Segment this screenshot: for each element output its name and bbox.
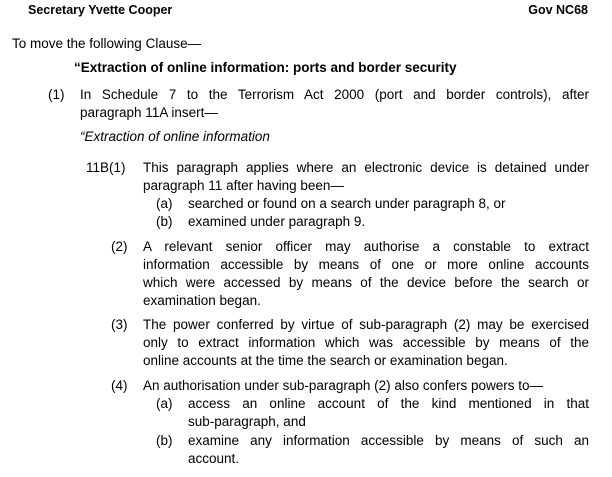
clause-title: “Extraction of online information: ports and border security	[74, 60, 457, 75]
paragraph-4-a-line-1: access an online account of the kind mentioned in that	[188, 396, 589, 411]
paragraph-4-number: (4)	[111, 378, 128, 393]
paragraph-11b-1-a-text: searched or found on a search under paragraph 8, or	[188, 196, 506, 211]
paragraph-11b-1-line-1: This paragraph applies where an electronic device is detained under	[143, 160, 589, 175]
paragraph-4-b-number: (b)	[156, 433, 173, 448]
subsection-1-line-2: paragraph 11A insert—	[80, 105, 218, 120]
paragraph-2-line-4: examination began.	[143, 293, 261, 308]
paragraph-3-line-1: The power conferred by virtue of sub-paragraph (2) may be exercised	[143, 317, 589, 332]
subsection-1-number: (1)	[48, 87, 65, 102]
paragraph-11b-1-b-text: examined under paragraph 9.	[188, 214, 366, 229]
paragraph-2-line-1: A relevant senior officer may authorise a constable to extract	[143, 239, 589, 254]
paragraph-4-b-line-2: account.	[188, 451, 240, 466]
paragraph-2-number: (2)	[111, 239, 128, 254]
paragraph-11b-1-line-2: paragraph 11 after having been—	[143, 178, 344, 193]
paragraph-3-line-2: only to extract information which was accessible by means of the	[143, 335, 589, 350]
paragraph-4-b-line-1: examine any information accessible by means of such an	[188, 433, 589, 448]
inserted-heading: “Extraction of online information	[80, 129, 270, 144]
paragraph-11b-1-number: 11B(1)	[86, 160, 126, 175]
amendment-reference: Gov NC68	[528, 3, 588, 17]
paragraph-4-line-1: An authorisation under sub-paragraph (2) also confers powers to—	[143, 378, 543, 393]
sponsor-name: Secretary Yvette Cooper	[28, 3, 173, 17]
paragraph-11b-1-b-number: (b)	[156, 214, 173, 229]
paragraph-11b-1-a-number: (a)	[156, 196, 173, 211]
paragraph-4-a-line-2: sub-paragraph, and	[188, 414, 306, 429]
paragraph-2-line-3: which were accessed by means of the device before the search or	[143, 275, 589, 290]
paragraph-3-number: (3)	[111, 317, 128, 332]
subsection-1-line-1: In Schedule 7 to the Terrorism Act 2000 (port and border controls), after	[80, 87, 589, 102]
paragraph-4-a-number: (a)	[156, 396, 173, 411]
intro-text: To move the following Clause—	[12, 36, 202, 51]
paragraph-3-line-3: online accounts at the time the search or examination began.	[143, 353, 508, 368]
paragraph-2-line-2: information accessible by means of one or more online accounts	[143, 257, 589, 272]
